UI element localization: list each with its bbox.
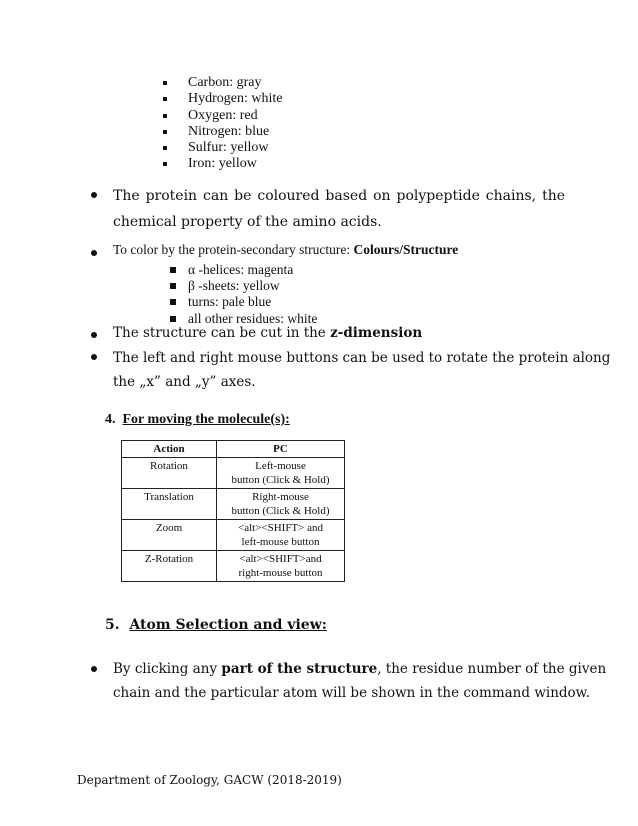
- list-item: all other residues: white: [170, 311, 317, 327]
- bullet-text: To color by the protein-secondary structure: Colours/Structure: [113, 242, 459, 257]
- round-bullet-icon: [91, 250, 97, 256]
- bold-term: z-dimension: [330, 325, 423, 341]
- list-item: turns: pale blue: [170, 294, 317, 310]
- square-bullet-icon: [163, 146, 167, 150]
- bullet-text: The protein can be coloured based on polypeptide chains, the chemical property of the amino acids.: [113, 188, 565, 230]
- column-header: PC: [217, 441, 345, 458]
- pc-cell: Left-mouse button (Click & Hold): [217, 458, 345, 489]
- bold-term: Colours/Structure: [353, 242, 459, 257]
- section-heading-atom-selection: 5. Atom Selection and view:: [105, 617, 327, 633]
- atom-colour-list: [163, 75, 282, 173]
- list-item: Sulfur: yellow: [163, 140, 282, 156]
- bullet-text: By clicking any part of the structure, the residue number of the given chain and the particular atom will be shown in the command window.: [113, 661, 607, 701]
- round-bullet-icon: [91, 666, 97, 672]
- moving-molecule-table: [121, 440, 345, 582]
- bold-term: part of the structure: [221, 661, 378, 677]
- action-cell: Translation: [122, 489, 217, 520]
- round-bullet-icon: [91, 192, 97, 198]
- secondary-colour-list: [170, 262, 317, 327]
- square-bullet-icon: [170, 299, 176, 305]
- square-bullet-icon: [163, 162, 167, 166]
- table-row: [122, 458, 345, 489]
- list-item: Iron: yellow: [163, 156, 282, 172]
- pc-cell: <alt><SHIFT> and left-mouse button: [217, 520, 345, 551]
- section-heading-moving: 4. For moving the molecule(s):: [105, 412, 290, 427]
- page-footer: Department of Zoology, GACW (2018-2019): [77, 773, 342, 787]
- list-item: Carbon: gray: [163, 75, 282, 91]
- bullet-text: The left and right mouse buttons can be used to rotate the protein along the „x” and „y” axes.: [113, 350, 611, 390]
- list-item: Hydrogen: white: [163, 91, 282, 107]
- list-item: α -helices: magenta: [170, 262, 317, 278]
- table-row: [122, 551, 345, 582]
- square-bullet-icon: [170, 316, 176, 322]
- square-bullet-icon: [163, 97, 167, 101]
- action-cell: Z-Rotation: [122, 551, 217, 582]
- action-cell: Rotation: [122, 458, 217, 489]
- round-bullet-icon: [91, 354, 97, 360]
- pc-cell: Right-mouse button (Click & Hold): [217, 489, 345, 520]
- bullet-text: The structure can be cut in the z-dimension: [113, 325, 423, 341]
- list-item: Nitrogen: blue: [163, 124, 282, 140]
- action-cell: Zoom: [122, 520, 217, 551]
- list-item: β -sheets: yellow: [170, 278, 317, 294]
- square-bullet-icon: [163, 130, 167, 134]
- pc-cell: <alt><SHIFT>and right-mouse button: [217, 551, 345, 582]
- table-header-row: [122, 441, 345, 458]
- square-bullet-icon: [163, 114, 167, 118]
- list-item: Oxygen: red: [163, 108, 282, 124]
- column-header: Action: [122, 441, 217, 458]
- round-bullet-icon: [91, 332, 97, 338]
- square-bullet-icon: [170, 283, 176, 289]
- table-row: [122, 520, 345, 551]
- square-bullet-icon: [170, 267, 176, 273]
- table-row: [122, 489, 345, 520]
- square-bullet-icon: [163, 81, 167, 85]
